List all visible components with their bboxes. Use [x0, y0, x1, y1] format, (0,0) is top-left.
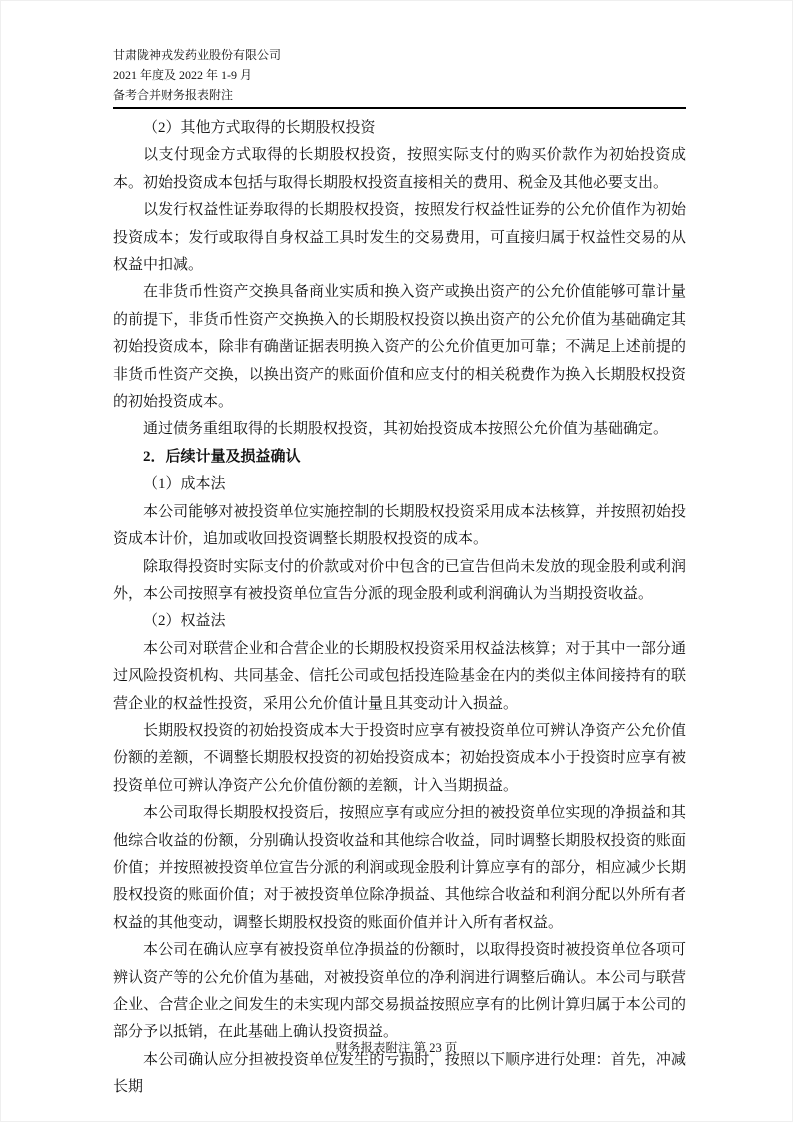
paragraph: 以发行权益性证券取得的长期股权投资，按照发行权益性证券的公允价值作为初始投资成本；发行或取得自身权益工具时发生的交易费用，可直接归属于权益性交易的从权益中扣减。	[113, 202, 686, 274]
header-rule	[113, 107, 686, 109]
paragraph: 以支付现金方式取得的长期股权投资，按照实际支付的购买价款作为初始投资成本。初始投资成本包括与取得长期股权投资直接相关的费用、税金及其他必要支出。	[113, 147, 686, 191]
section-heading-other-acquisition: （2）其他方式取得的长期股权投资	[143, 120, 376, 136]
paragraph: 长期股权投资的初始投资成本大于投资时应享有被投资单位可辨认净资产公允价值份额的差额，不调整长期股权投资的初始投资成本；初始投资成本小于投资时应享有被投资单位可辨认净资产公允价值份额的差额，计入当期损益。	[113, 722, 686, 794]
page-footer	[1, 1039, 792, 1057]
paragraph: 本公司取得长期股权投资后，按照应享有或应分担的被投资单位实现的净损益和其他综合收益的份额，分别确认投资收益和其他综合收益，同时调整长期股权投资的账面价值；并按照被投资单位宣告分派的利润或现金股利计算应享有的部分，相应减少长期股权投资的账面价值；对于被投资单位除净损益、其他综合收益和利润分配以外所有者权益的其他变动，调整长期股权投资的账面价值并计入所有者权益。	[113, 805, 686, 931]
page-number-label: 财务报表附注 第 23 页	[335, 1041, 458, 1055]
paragraph: 本公司能够对被投资单位实施控制的长期股权投资采用成本法核算，并按照初始投资成本计价，追加或收回投资调整长期股权投资的成本。	[113, 503, 686, 548]
document-title: 备考合并财务报表附注	[113, 88, 234, 102]
paragraph: 本公司确认应分担被投资单位发生的亏损时，按照以下顺序进行处理：首先，冲减长期	[113, 1051, 686, 1096]
heading-cost-method: （1）成本法	[143, 476, 226, 493]
company-name: 甘肃陇神戎发药业股份有限公司	[113, 48, 282, 62]
paragraph: 本公司在确认应享有被投资单位净损益的份额时，以取得投资时被投资单位各项可辨认资产等的公允价值为基础，对被投资单位的净利润进行调整后确认。本公司与联营企业、合营企业之间发生的未实现内部交易损益按照应享有的比例计算归属于本公司的部分予以抵销，在此基础上确认投资损益。	[113, 942, 686, 1041]
paragraph: 除取得投资时实际支付的价款或对价中包含的已宣告但尚未发放的现金股利或利润外，本公司按照享有被投资单位宣告分派的现金股利或利润确认为当期投资收益。	[113, 558, 686, 602]
document-body	[113, 115, 686, 1102]
report-period: 2021 年度及 2022 年 1-9 月	[113, 68, 252, 82]
paragraph: 本公司对联营企业和合营企业的长期股权投资采用权益法核算；对于其中一部分通过风险投资机构、共同基金、信托公司或包括投连险基金在内的类似主体间接持有的联营企业的权益性投资，采用公允价值计量且其变动计入损益。	[113, 640, 686, 712]
heading-equity-method: （2）权益法	[143, 613, 226, 630]
heading-subsequent-measurement: 2．后续计量及损益确认	[143, 448, 301, 465]
paragraph: 在非货币性资产交换具备商业实质和换入资产或换出资产的公允价值能够可靠计量的前提下，非货币性资产交换换入的长期股权投资以换出资产的公允价值为基础确定其初始投资成本，除非有确凿证据表明换入资产的公允价值更加可靠；不满足上述前提的非货币性资产交换，以换出资产的账面价值和应支付的相关税费作为换入长期股权投资的初始投资成本。	[113, 284, 686, 411]
paragraph: 通过债务重组取得的长期股权投资，其初始投资成本按照公允价值为基础确定。	[143, 421, 669, 438]
page-header	[113, 1, 686, 105]
